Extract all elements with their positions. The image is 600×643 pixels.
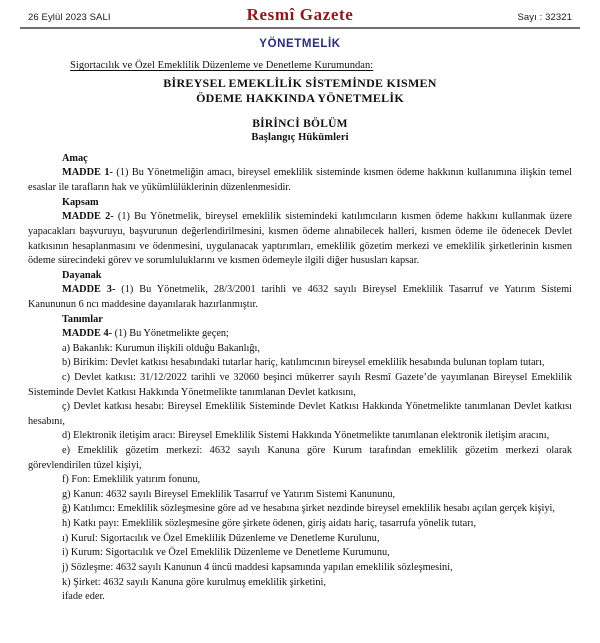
definition-item: g) Kanun: 4632 sayılı Bireysel Emeklilik Tasarruf ve Yatırım Sistemi Kanununu, [62,488,396,500]
issue-number: Sayı : 32321 [517,12,572,23]
definition-item: a) Bakanlık: Kurumun ilişkili olduğu Bakanlığı, [62,342,260,354]
chapter-subheading: Başlangıç Hükümleri [251,131,349,143]
article-paragraph-4 [28,327,572,342]
definition-item: ğ) Katılımcı: Emeklilik sözleşmesine göre ad ve hesabına şirket nezdinde bireysel emeklilik hesabı açılan gerçek kişiyi, [62,503,555,515]
regulation-title-line-1: BİREYSEL EMEKLİLİK SİSTEMİNDE KISMEN [163,75,437,90]
article-text-1: (1) Bu Yönetmeliğin amacı, bireysel emeklilik sisteminde kısmen ödeme hakkının kullanımına ilişkin temel esaslar ile tarafların hak ve yükümlülüklerinin düzenlenmesidir. [28,167,573,194]
document-body [28,152,572,605]
regulation-title [0,76,600,106]
definition-item: d) Elektronik iletişim aracı: Bireysel Emeklilik Sistemi Hakkında Yönetmelikte tanımlanan elektronik iletişim aracını, [62,430,550,442]
issuing-authority: Sigortacılık ve Özel Emeklilik Düzenleme ve Denetleme Kurumundan: [70,59,374,71]
definition-item: k) Şirket: 4632 sayılı Kanuna göre kurulmuş emeklilik şirketini, [62,576,326,588]
article-text-2: (1) Bu Yönetmelik, bireysel emeklilik sistemindeki katılımcıların kısmen ödeme hakkını kullanmak üzere yapacakları başvuruyu, başvurunun değerlendirilmesini, kısmen ödeme alınabilecek halleri, kısmen ödeme ile ödenecek Devlet katkısının hesaplanmasını ve ödenmesini, uygulanacak yaptırımları, emeklilik gözetim merkezi ve emeklilik şirketlerinin kısmen ödeme sürecindeki görev ve sorumluluklarını ve kısmen ödemeyle ilgili diğer hususları kapsar. [28,211,573,267]
definition-item: e) Emeklilik gözetim merkezi: 4632 sayılı Kanuna göre Kurum tarafından emeklilik gözetim merkezi olarak görevlendirilen tüzel kişiyi, [28,445,572,471]
gazette-title: Resmî Gazete [246,5,354,24]
definition-item: ı) Kurul: Sigortacılık ve Özel Emeklilik Düzenleme ve Denetleme Kurulunu, [62,532,380,544]
article-paragraph-1 [28,166,572,195]
definition-closing: ifade eder. [62,591,105,603]
article-heading-4: Tanımlar [62,313,103,325]
chapter-heading: BİRİNCİ BÖLÜM [252,117,348,130]
definition-item: f) Fon: Emeklilik yatırım fonunu, [62,474,201,486]
article-label-4: MADDE 4- [62,328,113,340]
regulation-title-line-2: ÖDEME HAKKINDA YÖNETMELİK [196,90,404,105]
article-paragraph-3 [28,283,572,312]
article-heading-3: Dayanak [62,269,102,281]
masthead-divider [20,27,580,29]
definition-item: i) Kurum: Sigortacılık ve Özel Emeklilik Düzenleme ve Denetleme Kurumunu, [62,547,390,559]
article-text-3: (1) Bu Yönetmelik, 28/3/2001 tarihli ve 4632 sayılı Bireysel Emeklilik Tasarruf ve Yatırım Sistemi Kanununun 6 ncı maddesine dayanılarak hazırlanmıştır. [28,284,573,310]
definition-item: h) Katkı payı: Emeklilik sözleşmesine göre şirkete ödenen, giriş aidatı hariç, tasarrufa yönelik tutarı, [62,518,477,530]
masthead [0,0,600,26]
definition-item: c) Devlet katkısı: 31/12/2022 tarihli ve 32060 beşinci mükerrer sayılı Resmî Gazete’de yayımlanan Bireysel Emeklilik Sisteminde Devlet Katkısı Hakkında Yönetmelikte tanımlanan Devlet katkısını, [28,371,572,398]
article-label-3: MADDE 3- [62,284,116,296]
article-heading-2: Kapsam [62,196,99,208]
article-heading-1: Amaç [62,152,88,164]
definition-item: ç) Devlet katkısı hesabı: Bireysel Emeklilik Sisteminde Devlet Katkısı Hakkında Yönetmelikte tanımlanan Devlet katkısı hesabını, [28,401,572,427]
definition-item: j) Sözleşme: 4632 sayılı Kanunun 4 üncü maddesi kapsamında yapılan emeklilik sözleşmesini, [62,561,453,573]
article-label-1: MADDE 1- [62,167,113,179]
definition-item: b) Birikim: Devlet katkısı hesabındaki tutarlar hariç, katılımcının bireysel emeklilik hesabında bulunan toplam tutarı, [62,357,545,369]
article-text-4: (1) Bu Yönetmelikte geçen; [112,328,229,340]
article-paragraph-2 [28,210,572,268]
article-label-2: MADDE 2- [62,211,114,223]
document-kind-heading: YÖNETMELİK [259,37,341,50]
publication-date: 26 Eylül 2023 SALI [28,12,111,23]
